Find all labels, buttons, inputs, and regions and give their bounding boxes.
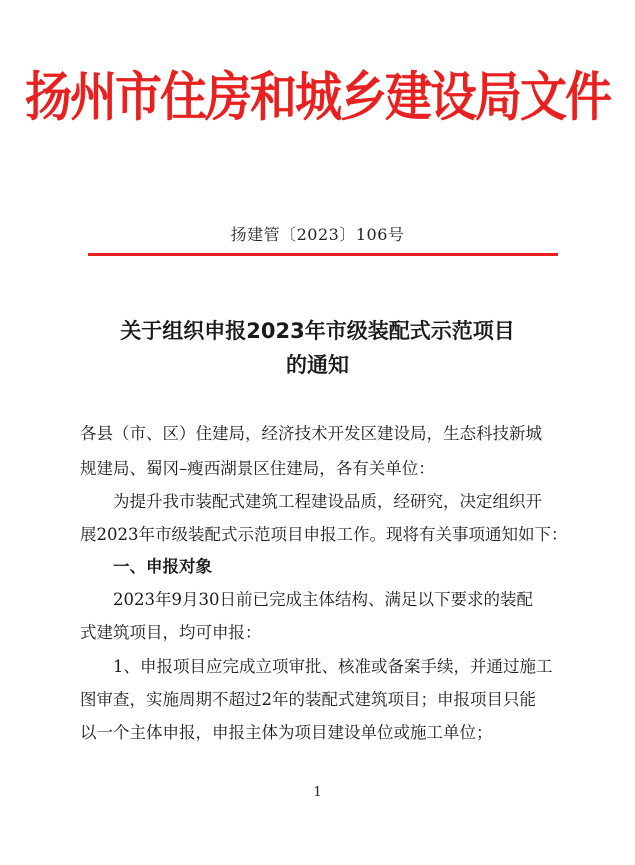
notice-title-line-2: 的通知 [286,353,349,377]
addressee-line-1: 各县（市、区）住建局，经济技术开发区建设局，生态科技新城 [80,424,542,443]
red-divider [88,253,558,256]
paragraph-1-line-1: 为提升我市装配式建筑工程建设品质，经研究，决定组织开 [113,492,542,511]
addressee-line-2: 规建局、蜀冈–瘦西湖景区住建局，各有关单位： [80,459,435,478]
document-number: 扬建管〔2023〕106号 [230,225,405,244]
section-1-heading: 一、申报对象 [113,557,212,576]
paragraph-2-line-2: 式建筑项目，均可申报： [80,623,262,642]
paragraph-3-line-3: 以一个主体申报，申报主体为项目建设单位或施工单位； [80,723,493,742]
paragraph-3-line-2: 图审查，实施周期不超过2年的装配式建筑项目；申报项目只能 [80,690,536,709]
paragraph-2-line-1: 2023年9月30日前已完成主体结构、满足以下要求的装配 [113,590,533,609]
notice-title [0,314,635,382]
masthead-title: 扬州市住房和城乡建设局文件 [25,66,610,129]
paragraph-1-line-2: 展2023年市级装配式示范项目申报工作。现将有关事项通知如下： [80,525,568,544]
page-number: 1 [313,785,322,800]
notice-title-line-1: 关于组织申报2023年市级装配式示范项目 [120,319,515,343]
paragraph-3-line-1: 1、申报项目应完成立项审批、核准或备案手续，并通过施工 [113,657,553,676]
